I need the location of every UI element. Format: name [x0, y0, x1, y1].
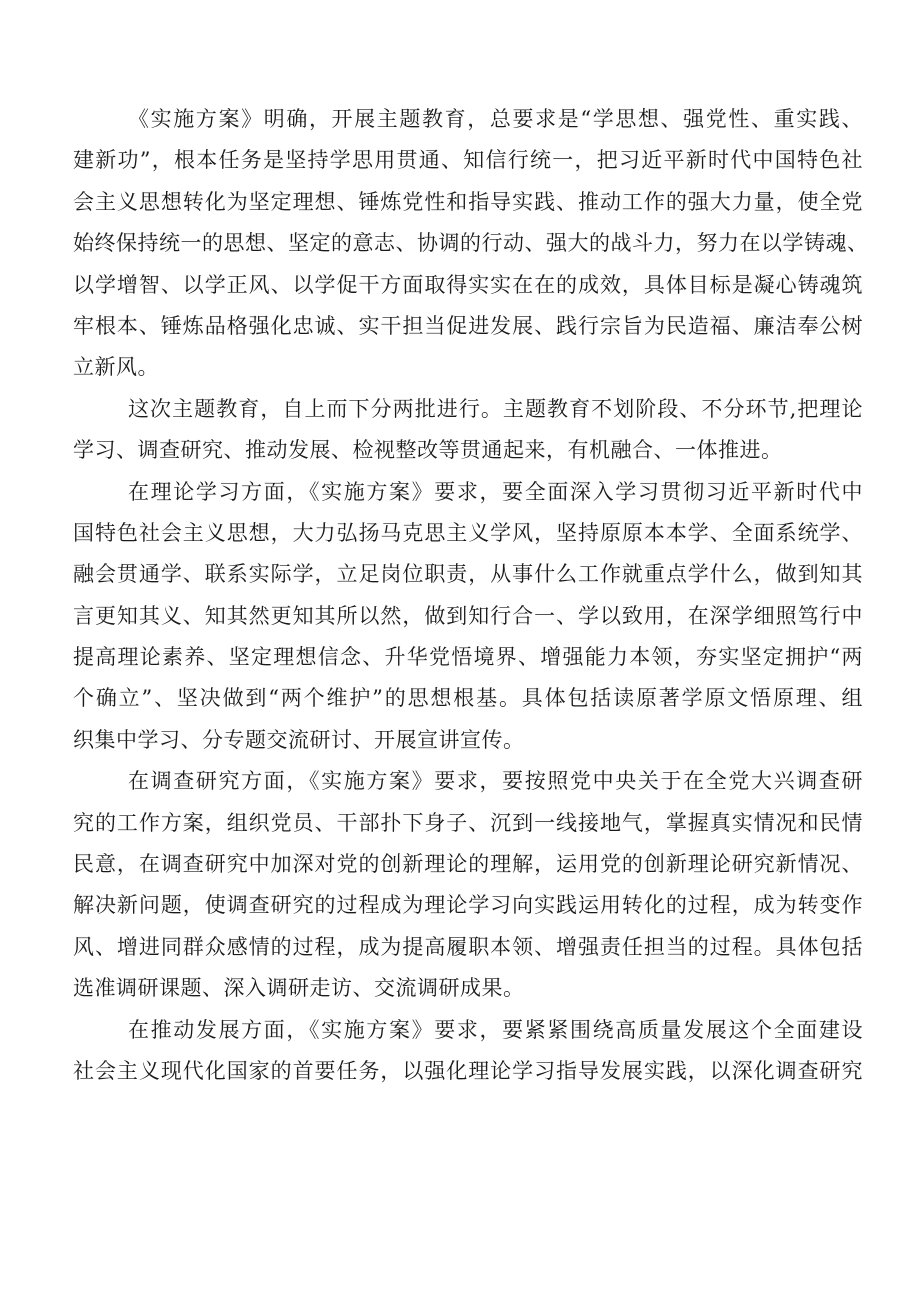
text-line: 学习、调查研究、推动发展、检视整改等贯通起来，有机融合、一体推进。	[73, 438, 783, 463]
text-line: 立新风。	[73, 355, 159, 380]
text-line: 在调查研究方面，《实施方案》要求，要按照党中央关于在全党大兴调查研	[128, 769, 863, 794]
text-line: 社会主义现代化国家的首要任务，以强化理论学习指导发展实践，以深化调查研究	[73, 1058, 863, 1083]
paragraph-theory-study	[73, 472, 863, 762]
text-line: 民意，在调查研究中加深对党的创新理论的理解，运用党的创新理论研究新情况、	[73, 852, 863, 877]
text-line: 《实施方案》明确，开展主题教育，总要求是“学思想、强党性、重实践、	[128, 107, 863, 131]
text-line: 在理论学习方面，《实施方案》要求，要全面深入学习贯彻习近平新时代中	[128, 479, 863, 504]
text-line: 会主义思想转化为坚定理想、锤炼党性和指导实践、推动工作的强大力量，使全党	[73, 189, 863, 214]
paragraph-promote-development	[73, 1010, 863, 1093]
text-line: 风、增进同群众感情的过程，成为提高履职本领、增强责任担当的过程。具体包括	[73, 934, 863, 959]
text-line: 以学增智、以学正风、以学促干方面取得实实在在的成效，具体目标是凝心铸魂筑	[73, 272, 863, 297]
paragraph-investigation-research	[73, 761, 863, 1009]
text-line: 这次主题教育，自上而下分两批进行。主题教育不划阶段、不分环节,把理论	[128, 396, 863, 421]
text-line: 提高理论素养、坚定理想信念、升华党悟境界、增强能力本领，夯实坚定拥护“两	[73, 645, 863, 670]
text-line: 个确立”、坚决做到“两个维护”的思想根基。具体包括读原著学原文悟原理、组	[73, 686, 863, 711]
text-line: 始终保持统一的思想、坚定的意志、协调的行动、强大的战斗力，努力在以学铸魂、	[73, 231, 869, 256]
text-line: 融会贯通学、联系实际学，立足岗位职责，从事什么工作就重点学什么，做到知其	[73, 562, 863, 587]
text-line: 选准调研课题、深入调研走访、交流调研成果。	[73, 976, 525, 1001]
text-line: 国特色社会主义思想，大力弘扬马克思主义学风，坚持原原本本学、全面系统学、	[73, 520, 863, 545]
text-line: 牢根本、锤炼品格强化忠诚、实干担当促进发展、践行宗旨为民造福、廉洁奉公树	[73, 313, 863, 338]
text-line: 究的工作方案，组织党员、干部扑下身子、沉到一线接地气，掌握真实情况和民情	[73, 810, 863, 835]
text-line: 解决新问题，使调查研究的过程成为理论学习向实践运用转化的过程，成为转变作	[73, 893, 863, 918]
document-body	[73, 99, 869, 1092]
text-line: 言更知其义、知其然更知其所以然，做到知行合一、学以致用，在深学细照笃行中	[73, 603, 863, 628]
text-line: 织集中学习、分专题交流研讨、开展宣讲宣传。	[73, 727, 525, 752]
paragraph-implementation-plan-goals	[73, 99, 869, 389]
text-line: 在推动发展方面，《实施方案》要求，要紧紧围绕高质量发展这个全面建设	[128, 1017, 863, 1042]
paragraph-two-batches	[73, 389, 863, 472]
text-line: 建新功”，根本任务是坚持学思用贯通、知信行统一，把习近平新时代中国特色社	[73, 148, 863, 173]
